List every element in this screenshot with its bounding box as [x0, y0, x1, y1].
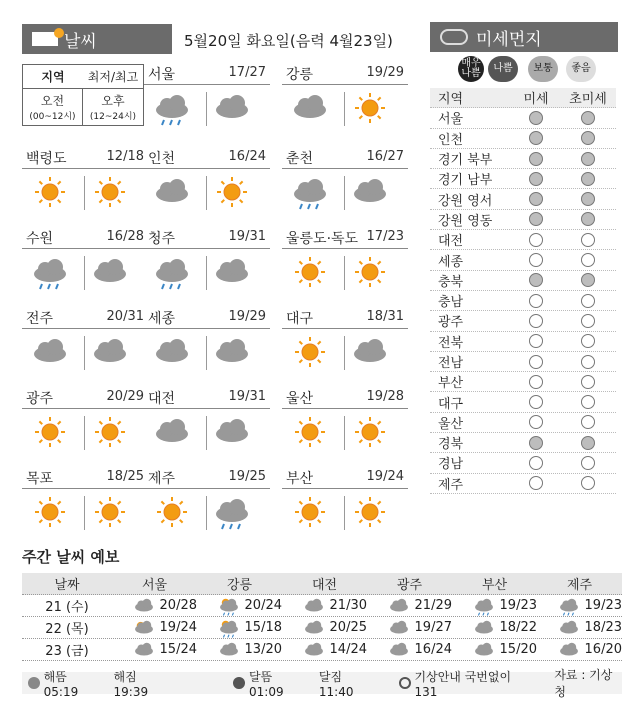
dust-region: 충북 [438, 274, 464, 290]
divider [144, 328, 270, 329]
pm10-dot-icon [529, 334, 543, 348]
divider [22, 168, 148, 169]
weekly-temp: 20/24 [244, 598, 282, 613]
pm10-dot-icon [529, 233, 543, 247]
dust-row [430, 413, 616, 433]
pm10-dot-icon [529, 476, 543, 490]
weather-header [22, 24, 172, 54]
city-cell [282, 64, 412, 134]
city-cell [282, 388, 412, 458]
cloud-icon [302, 618, 326, 638]
legend-am-range: (00~12시) [29, 112, 76, 122]
city-cell [22, 228, 152, 298]
dust-logo-icon [440, 29, 468, 45]
divider [144, 408, 270, 409]
sun-icon [90, 414, 130, 450]
divider [344, 416, 345, 450]
divider [206, 256, 207, 290]
weekly-col-header: 제주 [566, 578, 593, 593]
dust-region: 서울 [438, 112, 464, 128]
pm10-dot-icon [529, 355, 543, 369]
city-cell [22, 308, 152, 378]
dust-title: 미세먼지 [476, 29, 542, 50]
dust-row [430, 291, 616, 311]
moonrise: 달뜸 01:09 [249, 669, 284, 699]
city-name: 수원 [26, 231, 54, 247]
sun-icon [28, 677, 40, 689]
legend-am: 오전 [40, 94, 65, 108]
city-cell [282, 308, 412, 378]
dust-row [430, 169, 616, 189]
dust-region: 강원 영동 [438, 213, 493, 229]
weekly-temp: 13/20 [244, 642, 282, 657]
city-cell [144, 468, 274, 538]
cloud-icon [212, 254, 252, 290]
weekly-temp: 19/27 [414, 620, 452, 635]
pm25-dot-icon [581, 476, 595, 490]
sun-icon [290, 254, 330, 290]
weekly-temp: 15/24 [159, 642, 197, 657]
cloud-icon [30, 334, 70, 370]
info-text: 기상안내 국번없이 131 [414, 669, 512, 699]
cloud-icon [557, 640, 581, 660]
sun-icon [350, 90, 390, 126]
city-name: 춘천 [286, 151, 314, 167]
weekly-temp: 20/25 [329, 620, 367, 635]
legend-pm-range: (12~24시) [89, 112, 137, 122]
weekly-temp: 19/24 [159, 620, 197, 635]
city-cell [144, 64, 274, 134]
weekly-col-header: 광주 [396, 578, 423, 593]
weekly-temp: 21/29 [414, 598, 452, 613]
dust-region: 대전 [438, 234, 464, 250]
dust-region: 경남 [438, 457, 464, 473]
divider [282, 488, 408, 489]
pm25-dot-icon [581, 111, 595, 125]
pm25-dot-icon [581, 436, 595, 450]
sun-icon [350, 254, 390, 290]
cloud-icon [557, 618, 581, 638]
cloud-icon [387, 596, 411, 616]
divider [22, 328, 148, 329]
cloud-icon [217, 640, 241, 660]
pm10-dot-icon [529, 314, 543, 328]
dust-region: 경기 남부 [438, 173, 493, 189]
dust-row [430, 352, 616, 372]
weekly-temp: 18/22 [499, 620, 537, 635]
rain-icon [30, 254, 70, 290]
weekly-row [22, 639, 622, 661]
cloud-icon [472, 618, 496, 638]
divider [84, 416, 85, 450]
weekly-temp: 20/28 [159, 598, 197, 613]
cloud-icon [387, 618, 411, 638]
sunrain-icon [217, 618, 241, 638]
city-cell [22, 148, 152, 218]
pm10-dot-icon [529, 436, 543, 450]
city-cell [22, 388, 152, 458]
city-name: 세종 [148, 311, 176, 327]
cloud-icon [290, 90, 330, 126]
cloud-icon [152, 414, 192, 450]
divider [22, 248, 148, 249]
dust-row [430, 230, 616, 250]
weather-logo-icon [32, 32, 58, 46]
pm10-dot-icon [529, 294, 543, 308]
sun-icon [30, 174, 70, 210]
city-name: 제주 [148, 471, 176, 487]
divider [144, 488, 270, 489]
cloud-icon [302, 640, 326, 660]
dust-row [430, 189, 616, 209]
divider [282, 408, 408, 409]
pm10-dot-icon [529, 253, 543, 267]
city-cell [144, 308, 274, 378]
city-name: 목포 [26, 471, 54, 487]
sun-icon [290, 494, 330, 530]
divider [22, 488, 148, 489]
pm25-dot-icon [581, 212, 595, 226]
dust-region: 강원 영서 [438, 193, 493, 209]
weekly-date: 22 (목) [45, 622, 89, 637]
pm25-dot-icon [581, 172, 595, 186]
footer [22, 668, 622, 699]
dust-table [430, 88, 616, 494]
pm10-dot-icon [529, 273, 543, 287]
divider [144, 248, 270, 249]
sun-icon [290, 414, 330, 450]
city-temp: 16/27 [366, 149, 404, 164]
weekly-title: 주간 날씨 예보 [22, 548, 120, 566]
divider [344, 496, 345, 530]
city-cell [282, 148, 412, 218]
weekly-col-header: 부산 [481, 578, 508, 593]
pm25-dot-icon [581, 294, 595, 308]
city-temp: 20/31 [106, 309, 144, 324]
sunrise: 해뜸 05:19 [43, 669, 79, 699]
badge-normal: 보통 [528, 56, 558, 82]
divider [344, 176, 345, 210]
weekly-temp: 15/18 [244, 620, 282, 635]
moonset: 달짐 11:40 [318, 669, 354, 699]
weekly-col-header: 날짜 [54, 578, 80, 593]
divider [344, 336, 345, 370]
badge-very-bad: 매우 나쁨 [458, 56, 484, 82]
weekly-temp: 19/23 [499, 598, 537, 613]
city-temp: 19/29 [366, 65, 404, 80]
dust-region: 광주 [438, 315, 464, 331]
dust-region: 대구 [438, 396, 464, 412]
dust-row [430, 250, 616, 270]
city-temp: 19/31 [228, 389, 266, 404]
weekly-temp: 18/23 [584, 620, 622, 635]
cloud-icon [212, 414, 252, 450]
suncloud-icon [132, 618, 156, 638]
pm10-dot-icon [529, 375, 543, 389]
divider [344, 92, 345, 126]
pm25-dot-icon [581, 314, 595, 328]
dust-row [430, 392, 616, 412]
sun-icon [90, 174, 130, 210]
weekly-row [22, 617, 622, 639]
date-label: 5월20일 화요일(음력 4월23일) [184, 32, 393, 50]
divider [84, 496, 85, 530]
weekly-col-header: 강릉 [226, 578, 253, 593]
pm10-dot-icon [529, 172, 543, 186]
city-name: 전주 [26, 311, 54, 327]
rain-icon [472, 596, 496, 616]
dust-row [430, 129, 616, 149]
sun-icon [152, 494, 192, 530]
sun-icon [350, 494, 390, 530]
sun-icon [30, 494, 70, 530]
dust-col-pm10: 미세 [523, 92, 549, 108]
city-temp: 18/25 [106, 469, 144, 484]
cloud-icon [212, 90, 252, 126]
badge-good: 좋음 [566, 56, 596, 82]
city-cell [282, 228, 412, 298]
divider [206, 496, 207, 530]
dust-row [430, 474, 616, 494]
sun-icon [350, 414, 390, 450]
pm10-dot-icon [529, 415, 543, 429]
weekly-header-row [22, 573, 622, 595]
city-cell [144, 148, 274, 218]
city-temp: 16/24 [228, 149, 266, 164]
cloud-icon [212, 334, 252, 370]
legend-pm: 오후 [101, 94, 125, 108]
divider [84, 336, 85, 370]
divider [22, 408, 148, 409]
moon-icon [233, 677, 245, 689]
dust-row [430, 271, 616, 291]
city-temp: 19/24 [366, 469, 404, 484]
pm25-dot-icon [581, 192, 595, 206]
divider [344, 256, 345, 290]
city-cell [22, 468, 152, 538]
divider [206, 336, 207, 370]
weekly-temp: 15/20 [499, 642, 537, 657]
cloud-icon [387, 640, 411, 660]
pm25-dot-icon [581, 395, 595, 409]
weekly-table [22, 573, 622, 661]
source-text: 자료 : 기상청 [554, 668, 613, 699]
dust-region: 경북 [438, 437, 464, 453]
cloud-icon [152, 174, 192, 210]
dust-region: 울산 [438, 416, 464, 432]
divider [84, 256, 85, 290]
sunset: 해짐 19:39 [113, 669, 149, 699]
pm10-dot-icon [529, 212, 543, 226]
weekly-date: 23 (금) [45, 644, 89, 659]
dust-region: 전남 [438, 356, 464, 371]
pm25-dot-icon [581, 273, 595, 287]
pm25-dot-icon [581, 375, 595, 389]
rain-icon [152, 254, 192, 290]
city-temp: 19/31 [228, 229, 266, 244]
city-name: 서울 [148, 67, 176, 83]
dust-col-region: 지역 [438, 92, 464, 108]
sun-icon [290, 334, 330, 370]
pm25-dot-icon [581, 131, 595, 145]
city-temp: 16/28 [106, 229, 144, 244]
city-temp: 19/29 [228, 309, 266, 324]
city-cell [144, 228, 274, 298]
pm25-dot-icon [581, 253, 595, 267]
pm10-dot-icon [529, 152, 543, 166]
divider [206, 176, 207, 210]
rain-icon [290, 174, 330, 210]
sun-icon [30, 414, 70, 450]
cloud-icon [90, 334, 130, 370]
dust-region: 인천 [438, 132, 464, 148]
divider [206, 416, 207, 450]
dust-row [430, 433, 616, 453]
city-name: 인천 [148, 151, 176, 167]
cloud-icon [90, 254, 130, 290]
city-name: 청주 [148, 231, 176, 247]
divider [282, 328, 408, 329]
cloud-icon [350, 334, 390, 370]
sunrain-icon [217, 596, 241, 616]
cloud-icon [302, 596, 326, 616]
phone-icon [399, 677, 411, 689]
legend-box [22, 64, 144, 126]
cloud-icon [350, 174, 390, 210]
divider [282, 168, 408, 169]
pm25-dot-icon [581, 233, 595, 247]
badge-bad: 나쁨 [488, 56, 518, 82]
city-name: 광주 [26, 391, 54, 407]
weekly-temp: 16/20 [584, 642, 622, 657]
sun-icon [90, 494, 130, 530]
rain-icon [557, 596, 581, 616]
pm10-dot-icon [529, 111, 543, 125]
city-name: 울릉도·독도 [286, 231, 359, 247]
pm25-dot-icon [581, 152, 595, 166]
dust-row [430, 210, 616, 230]
weekly-temp: 21/30 [329, 598, 367, 613]
city-temp: 18/31 [366, 309, 404, 324]
city-temp: 19/25 [228, 469, 266, 484]
divider [144, 84, 270, 85]
weekly-row [22, 595, 622, 617]
dust-region: 세종 [438, 254, 464, 270]
weather-title: 날씨 [64, 31, 97, 52]
weekly-temp: 16/24 [414, 642, 452, 657]
dust-region: 전북 [438, 335, 464, 351]
legend-region: 지역 [41, 70, 65, 84]
city-temp: 20/29 [106, 389, 144, 404]
dust-row [430, 372, 616, 392]
dust-row [430, 453, 616, 473]
cloud-icon [152, 334, 192, 370]
dust-row [430, 108, 616, 128]
pm25-dot-icon [581, 355, 595, 369]
city-name: 백령도 [26, 151, 67, 167]
cloud-icon [472, 640, 496, 660]
weekly-col-header: 대전 [311, 578, 338, 593]
cloud-icon [132, 596, 156, 616]
pm25-dot-icon [581, 415, 595, 429]
city-cell [282, 468, 412, 538]
pm10-dot-icon [529, 192, 543, 206]
divider [206, 92, 207, 126]
city-temp: 12/18 [106, 149, 144, 164]
pm10-dot-icon [529, 131, 543, 145]
city-name: 부산 [286, 471, 314, 487]
dust-row [430, 149, 616, 169]
pm25-dot-icon [581, 334, 595, 348]
city-name: 대전 [148, 391, 176, 407]
dust-region: 경기 북부 [438, 153, 493, 169]
rain-icon [212, 494, 252, 530]
pm10-dot-icon [529, 395, 543, 409]
dust-header [430, 22, 618, 52]
city-temp: 19/28 [366, 389, 404, 404]
legend-minmax: 최저/최고 [87, 70, 139, 84]
city-name: 강릉 [286, 67, 314, 83]
cloud-icon [132, 640, 156, 660]
city-temp: 17/27 [228, 65, 266, 80]
weekly-temp: 19/23 [584, 598, 622, 613]
dust-row [430, 311, 616, 331]
city-cell [144, 388, 274, 458]
divider [282, 84, 408, 85]
sun-icon [212, 174, 252, 210]
dust-col-pm25: 초미세 [569, 92, 607, 108]
pm10-dot-icon [529, 456, 543, 470]
divider [144, 168, 270, 169]
dust-region: 충남 [438, 295, 464, 311]
dust-region: 제주 [438, 477, 464, 493]
dust-region: 부산 [438, 376, 464, 392]
rain-icon [152, 90, 192, 126]
weekly-temp: 14/24 [329, 642, 367, 657]
divider [282, 248, 408, 249]
weekly-col-header: 서울 [141, 578, 168, 593]
city-name: 울산 [286, 391, 314, 407]
pm25-dot-icon [581, 456, 595, 470]
dust-header-row [430, 88, 616, 108]
city-temp: 17/23 [366, 229, 404, 244]
city-name: 대구 [286, 311, 314, 327]
dust-row [430, 332, 616, 352]
divider [84, 176, 85, 210]
weekly-date: 21 (수) [45, 600, 89, 615]
